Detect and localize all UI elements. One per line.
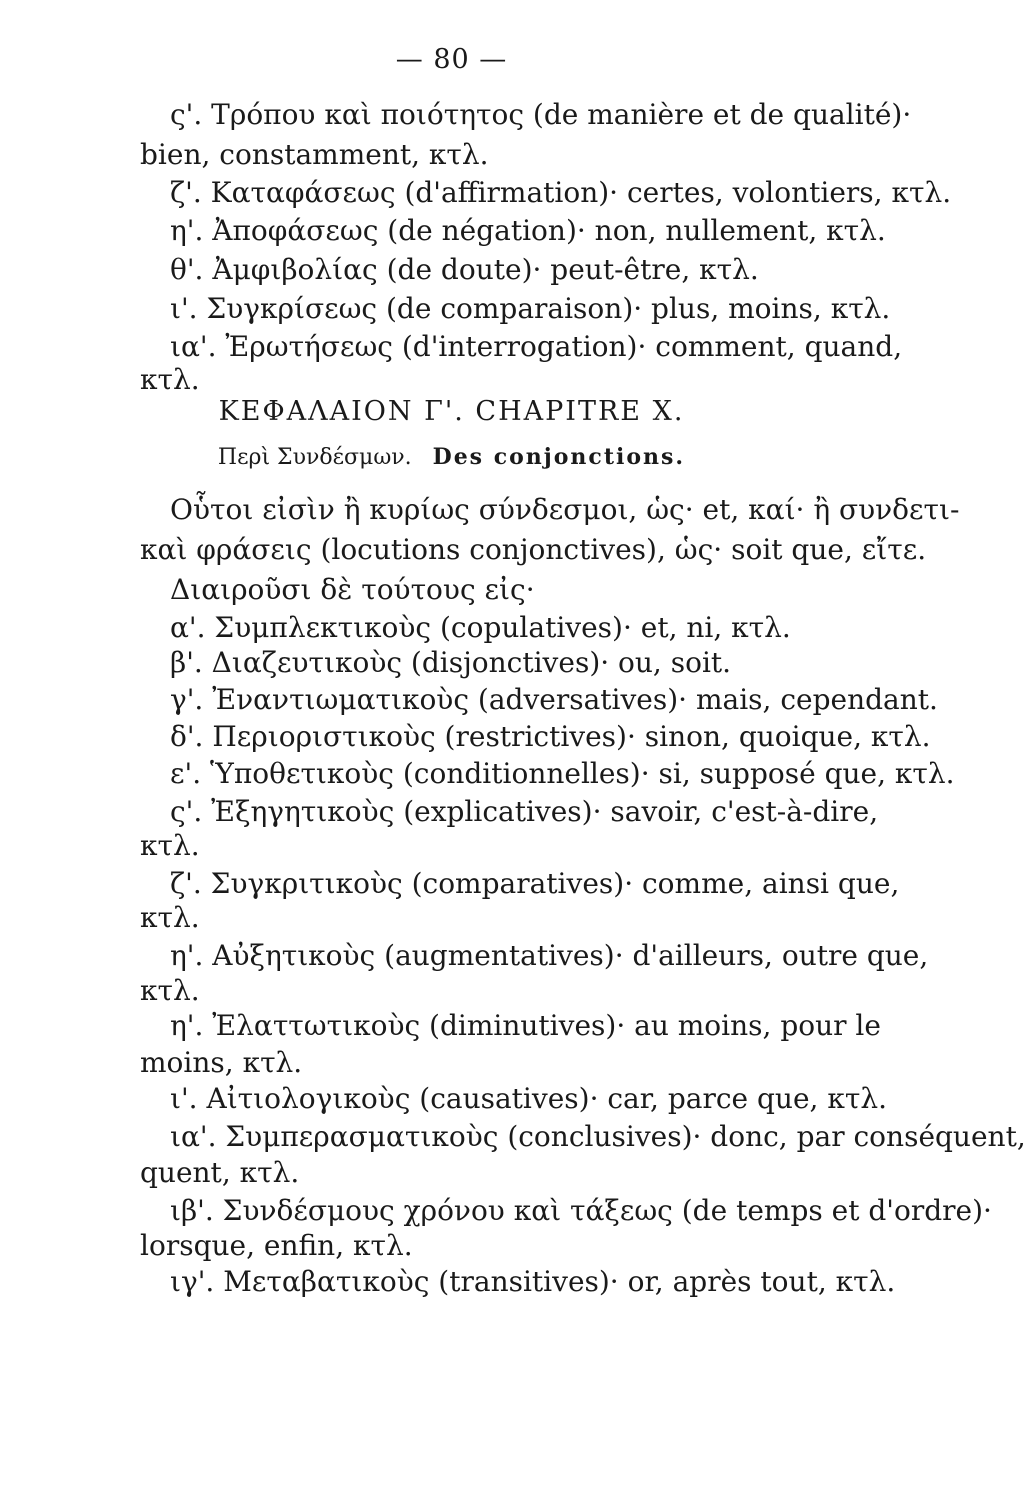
text-line: Οὗτοι εἰσὶν ἢ κυρίως σύνδεσμοι, ὡς· et, καί· ἢ συνδετι- xyxy=(170,493,960,526)
text-line: quent, κτλ. xyxy=(140,1156,300,1189)
text-line: ζ'. Συγκριτικοὺς (comparatives)· comme, ainsi que, xyxy=(170,867,900,900)
text-line: ι'. Συγκρίσεως (de comparaison)· plus, moins, κτλ. xyxy=(170,292,891,325)
text-line: κτλ. xyxy=(140,974,200,1007)
text-line: lorsque, enfin, κτλ. xyxy=(140,1229,413,1262)
text-line: κτλ. xyxy=(140,901,200,934)
text-line: γ'. Ἐναντιωματικοὺς (adversatives)· mais, cependant. xyxy=(170,683,938,716)
text-line: ιγ'. Μεταβατικοὺς (transitives)· or, après tout, κτλ. xyxy=(170,1265,896,1298)
chapter-title: ΚΕΦΑΛΑΙΟΝ Γ'. CHAPITRE X. xyxy=(218,396,685,427)
text-line: Διαιροῦσι δὲ τούτους εἰς· xyxy=(170,573,535,606)
text-line: ιβ'. Συνδέσμους χρόνου καὶ τάξεως (de temps et d'ordre)· xyxy=(170,1194,992,1227)
text-line: ι'. Αἰτιολογικοὺς (causatives)· car, parce que, κτλ. xyxy=(170,1082,887,1115)
text-line: ζ'. Καταφάσεως (d'affirmation)· certes, volontiers, κτλ. xyxy=(170,176,952,209)
text-line: κτλ. xyxy=(140,363,200,396)
text-line: bien, constamment, κτλ. xyxy=(140,138,489,171)
text-line: θ'. Ἀμφιβολίας (de doute)· peut-être, κτλ. xyxy=(170,253,759,286)
text-line: ς'. Ἐξηγητικοὺς (explicatives)· savoir, c'est-à-dire, xyxy=(170,795,879,828)
text-line: ια'. Συμπερασματικοὺς (conclusives)· donc, par conséquent, xyxy=(170,1120,1026,1153)
page-number: — 80 — xyxy=(395,44,508,75)
text-line: καὶ φράσεις (locutions conjonctives), ὡς· soit que, εἴτε. xyxy=(140,533,927,566)
text-line: ε'. Ὑποθετικοὺς (conditionnelles)· si, supposé que, κτλ. xyxy=(170,757,955,790)
text-line: ια'. Ἐρωτήσεως (d'interrogation)· comment, quand, xyxy=(170,330,903,363)
text-line: η'. Αὐξητικοὺς (augmentatives)· d'ailleurs, outre que, xyxy=(170,939,929,972)
text-line: β'. Διαζευτικοὺς (disjonctives)· ou, soit. xyxy=(170,646,732,679)
subtitle-greek: Περὶ Συνδέσμων. xyxy=(217,445,412,470)
text-line: η'. Ἐλαττωτικοὺς (diminutives)· au moins, pour le xyxy=(170,1009,881,1042)
text-line: η'. Ἀποφάσεως (de négation)· non, nullement, κτλ. xyxy=(170,214,886,247)
chapter-subtitle xyxy=(0,440,903,475)
subtitle-french: Des conjonctions. xyxy=(432,444,686,470)
text-line: α'. Συμπλεκτικοὺς (copulatives)· et, ni, κτλ. xyxy=(170,611,791,644)
text-line: δ'. Περιοριστικοὺς (restrictives)· sinon, quoique, κτλ. xyxy=(170,720,931,753)
text-line: κτλ. xyxy=(140,829,200,862)
text-line: moins, κτλ. xyxy=(140,1046,303,1079)
text-line: ς'. Τρόπου καὶ ποιότητος (de manière et de qualité)· xyxy=(170,98,912,131)
